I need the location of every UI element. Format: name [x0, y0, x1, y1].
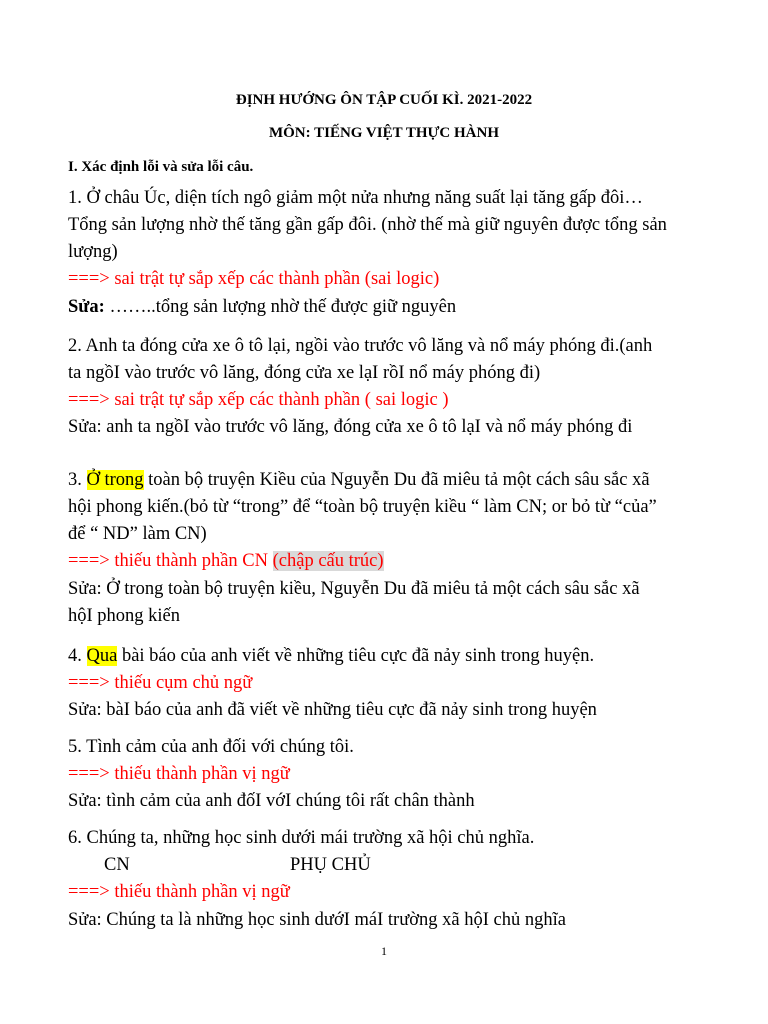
item-3-fix-line-1: Sửa: Ở trong toàn bộ truyện kiều, Nguyễn Du đã miêu tả một cách sâu sắc xã	[68, 579, 640, 599]
item-2-line-2: ta ngồI vào trước vô lăng, đóng cửa xe lạI rồI nổ máy phóng đi)	[68, 363, 541, 383]
item-3-line-2: hội phong kiến.(bỏ từ “trong” để “toàn bộ truyện kiều “ làm CN; or bỏ từ “của”	[68, 497, 657, 517]
section-heading: I. Xác định lỗi và sửa lỗi câu.	[68, 159, 254, 175]
item-3-number: 3.	[68, 470, 87, 490]
item-1-fix	[68, 295, 456, 319]
item-1-line-1: 1. Ở châu Úc, diện tích ngô giảm một nửa nhưng năng suất lại tăng gấp đôi…	[68, 188, 643, 208]
item-6-cn-label: CN	[104, 855, 130, 875]
item-3-fix-line-2: hộI phong kiến	[68, 606, 181, 626]
page-number: 1	[381, 944, 387, 958]
document-subject: MÔN: TIẾNG VIỆT THỰC HÀNH	[268, 125, 500, 141]
item-3-line-1-rest: toàn bộ truyện Kiều của Nguyễn Du đã miêu tả một cách sâu sắc xã	[143, 470, 650, 490]
item-3-highlight: Ở trong	[86, 470, 144, 490]
item-4-line-1-rest: bài báo của anh viết về những tiêu cực đã nảy sinh trong huyện.	[117, 646, 595, 666]
item-1-fix-label: Sửa:	[68, 297, 105, 317]
item-3-error-text: ===> thiếu thành phần CN	[68, 551, 273, 571]
item-6-line-1: 6. Chúng ta, những học sinh dưới mái trường xã hội chủ nghĩa.	[68, 828, 535, 848]
item-4-error: ===> thiếu cụm chủ ngữ	[68, 673, 253, 693]
item-2-line-1: 2. Anh ta đóng cửa xe ô tô lại, ngồi vào trước vô lăng và nổ máy phóng đi.(anh	[68, 336, 653, 356]
item-2-fix: Sửa: anh ta ngồI vào trước vô lăng, đóng cửa xe ô tô lạI và nổ máy phóng đi	[68, 417, 633, 437]
item-5-fix: Sửa: tình cảm của anh đốI vớI chúng tôi rất chân thành	[68, 791, 475, 811]
document-title: ĐỊNH HƯỚNG ÔN TẬP CUỐI KÌ. 2021-2022	[235, 92, 533, 108]
item-5-line-1: 5. Tình cảm của anh đối với chúng tôi.	[68, 737, 354, 757]
item-1-line-3: lượng)	[68, 242, 118, 262]
item-4-fix: Sửa: bàI báo của anh đã viết về những tiêu cực đã nảy sinh trong huyện	[68, 700, 597, 720]
item-2-error: ===> sai trật tự sắp xếp các thành phần ( sai logic )	[68, 390, 449, 410]
item-3-error-highlight: (chập cấu trúc)	[272, 551, 384, 571]
item-1-error: ===> sai trật tự sắp xếp các thành phần (sai logic)	[68, 269, 440, 289]
item-6-fix: Sửa: Chúng ta là những học sinh dướI máI trường xã hộI chủ nghĩa	[68, 910, 566, 930]
item-3-line-1	[68, 468, 650, 492]
item-4-number: 4.	[68, 646, 87, 666]
item-4-line-1	[68, 644, 594, 668]
item-6-phu-chu-label: PHỤ CHỦ	[290, 855, 371, 875]
item-6-error: ===> thiếu thành phần vị ngữ	[68, 882, 290, 902]
item-3-error	[68, 549, 384, 573]
item-3-line-3: để “ ND” làm CN)	[68, 524, 207, 544]
item-5-error: ===> thiếu thành phần vị ngữ	[68, 764, 290, 784]
item-4-highlight: Qua	[86, 646, 118, 666]
item-1-fix-text: ……..tổng sản lượng nhờ thế được giữ nguyên	[104, 297, 457, 317]
item-1-line-2: Tổng sản lượng nhờ thế tăng gần gấp đôi. (nhờ thế mà giữ nguyên được tổng sản	[68, 215, 667, 235]
